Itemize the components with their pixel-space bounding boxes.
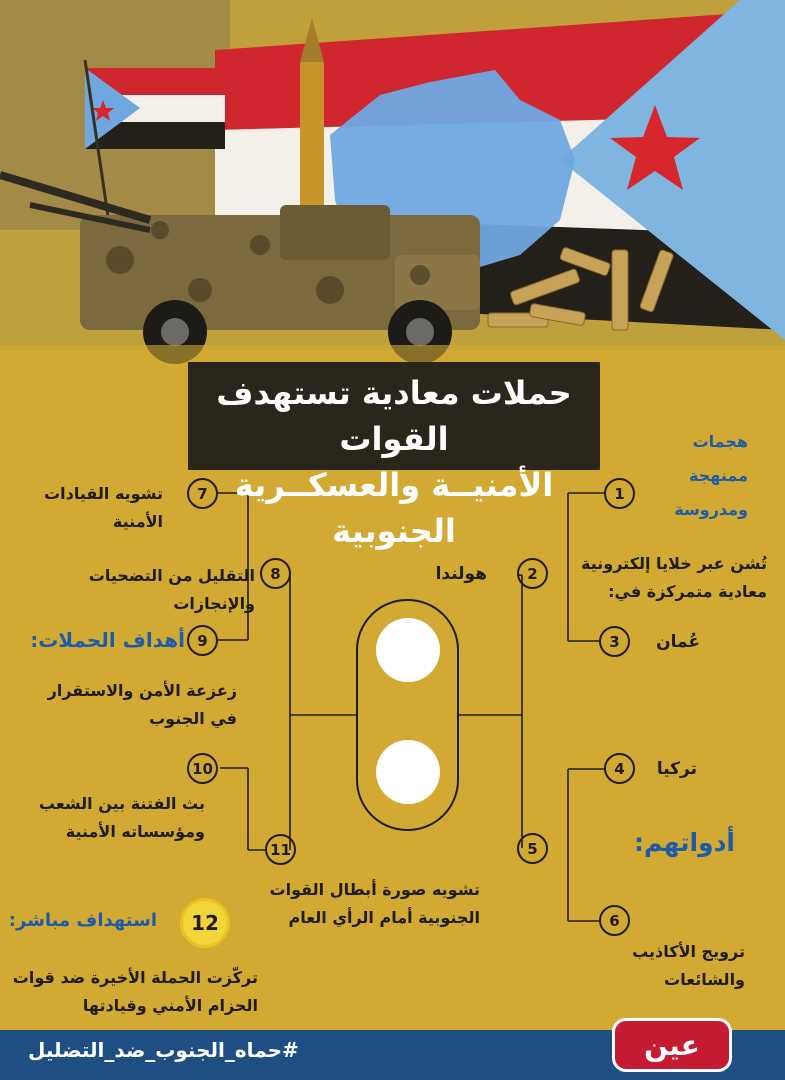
heroes-text: تشويه صورة أبطال القوات الجنوبية أمام الرأي العام	[269, 880, 480, 927]
step-1-badge: 1	[604, 478, 635, 509]
title-line-1: حملات معادية تستهدف القوات	[216, 374, 572, 458]
step-5-badge: 5	[517, 833, 548, 864]
leaders-text: تشويه القيادات الأمنية	[44, 484, 163, 531]
step-10-badge: 10	[187, 753, 218, 784]
country-oman: عُمان	[656, 632, 700, 652]
sedition-text: بث الفتنة بين الشعب ومؤسساته الأمنية	[38, 794, 205, 841]
direct-text: تركّزت الحملة الأخيرة ضد قوات الحزام الأمني وقيادتها	[12, 968, 258, 1015]
brand-logo: عين	[612, 1018, 732, 1072]
sacrifices-text: التقليل من التضحيات والإنجازات	[88, 566, 255, 613]
bullet-icon	[300, 60, 324, 220]
step-4-badge: 4	[604, 753, 635, 784]
step-8-badge: 8	[260, 558, 291, 589]
security-text: زعزعة الأمن والاستقرار في الجنوب	[47, 681, 237, 728]
step-3-badge: 3	[599, 626, 630, 657]
main-title	[188, 362, 600, 550]
direct-heading: استهداف مباشر:	[8, 910, 157, 931]
tools-heading: أدواتهم:	[633, 828, 735, 857]
footer-hashtag[interactable]: #حماه_الجنوب_ضد_التضليل	[28, 1038, 299, 1062]
goals-heading: أهداف الحملات:	[30, 628, 185, 652]
step-11-badge: 11	[265, 834, 296, 865]
lies-text: ترويج الأكاذيب والشائعات	[632, 942, 745, 989]
step-2-badge: 2	[517, 558, 548, 589]
step-7-badge: 7	[187, 478, 218, 509]
country-netherlands: هولندا	[435, 564, 487, 584]
country-turkey: تركيا	[656, 759, 697, 779]
title-line-2: الأمنيــة والعسكــرية الجنوبية	[234, 466, 554, 550]
step-12-badge: 12	[180, 898, 230, 948]
side-note: هجمات ممنهجة ومدروسة	[674, 432, 748, 519]
step-9-badge: 9	[187, 625, 218, 656]
cells-text: تُشن عبر خلايا إلكترونية معادية متمركزة في:	[581, 554, 767, 601]
step-6-badge: 6	[599, 905, 630, 936]
